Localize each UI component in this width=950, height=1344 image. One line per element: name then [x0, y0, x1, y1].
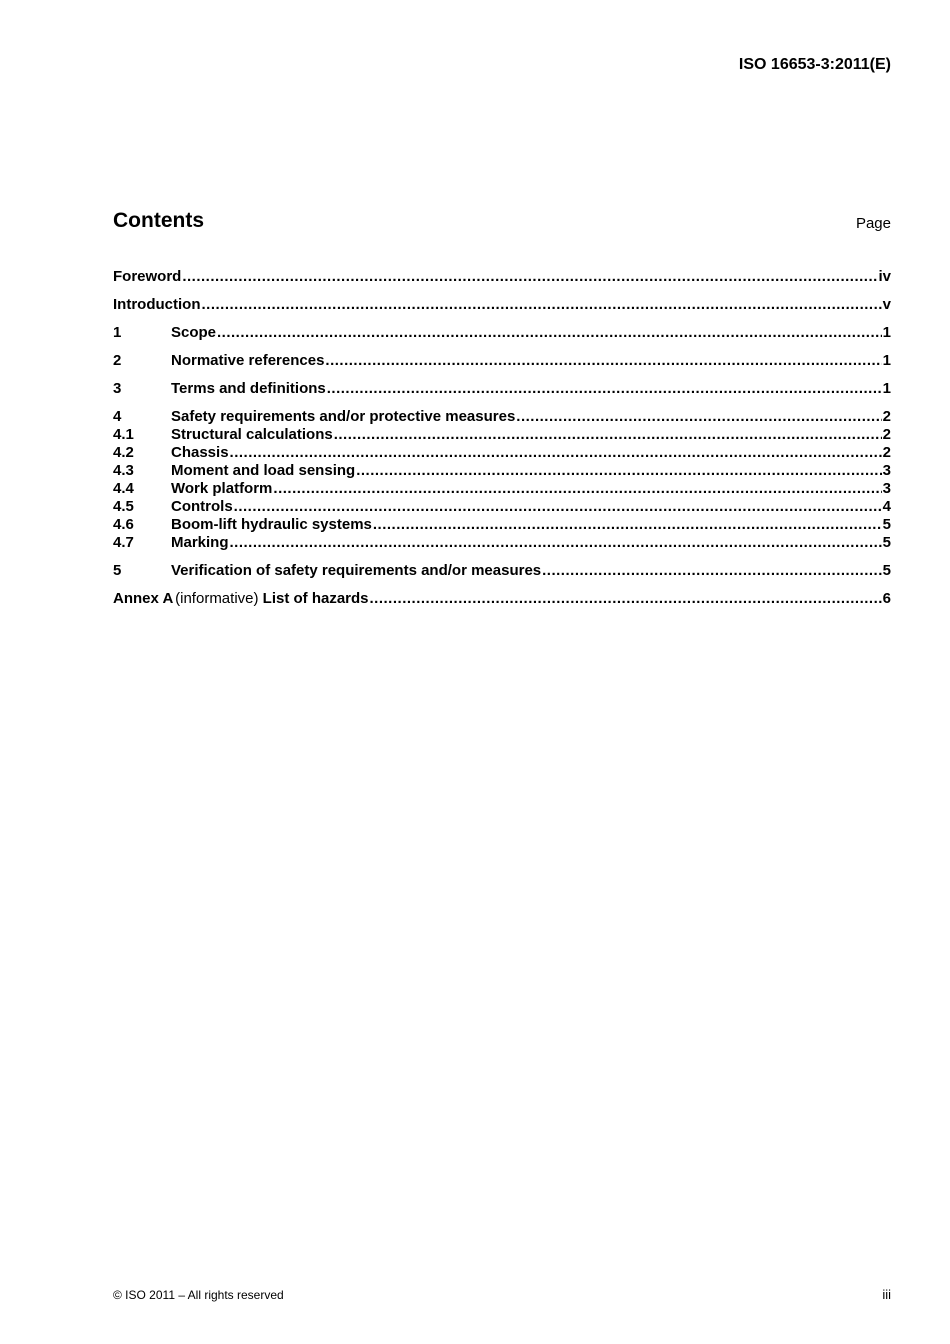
toc-entry-3[interactable] — [113, 380, 891, 398]
toc-entry-title: Marking — [171, 534, 229, 551]
toc-entry-page: 5 — [882, 516, 891, 533]
page-column-label: Page — [855, 215, 891, 232]
toc-entry-number: 4.2 — [113, 444, 134, 461]
toc-entry-4[interactable] — [113, 408, 891, 426]
toc-entry-number: 4.6 — [113, 516, 134, 533]
toc-entry-title: Verification of safety requirements and/or measures — [171, 562, 542, 579]
toc-entry-page: 1 — [882, 380, 891, 397]
toc-entry-number: 5 — [113, 562, 122, 579]
toc-entry-page: 6 — [882, 590, 891, 607]
toc-entry-1[interactable] — [113, 324, 891, 342]
toc-entry-page: 5 — [882, 534, 891, 551]
annex-type: (informative) — [175, 590, 259, 607]
toc-entry-title: Boom-lift hydraulic systems — [171, 516, 372, 533]
toc-entry-page: v — [882, 296, 891, 313]
toc-entry-title: Scope — [171, 324, 217, 341]
toc-leader — [325, 352, 881, 370]
toc-entry-title: Introduction — [113, 296, 201, 313]
toc-entry-4-4[interactable] — [113, 480, 891, 498]
toc-entry-number: 4.4 — [113, 480, 134, 497]
toc-entry-page: 3 — [882, 462, 891, 479]
toc-entry-page: 1 — [882, 324, 891, 341]
toc-leader — [201, 296, 881, 314]
toc-entry-page: 3 — [882, 480, 891, 497]
toc-entry-4-5[interactable] — [113, 498, 891, 516]
toc-leader — [217, 324, 882, 342]
toc-entry-number: 4.1 — [113, 426, 134, 443]
toc-entry-5[interactable] — [113, 562, 891, 580]
toc-entry-title: Structural calculations — [171, 426, 333, 443]
toc-entry-4-3[interactable] — [113, 462, 891, 480]
toc-entry-4-1[interactable] — [113, 426, 891, 444]
copyright-notice: © ISO 2011 – All rights reserved — [113, 1288, 284, 1302]
toc-leader — [370, 590, 882, 608]
annex-label: Annex A — [113, 590, 174, 607]
toc-leader — [334, 426, 882, 444]
toc-entry-4-7[interactable] — [113, 534, 891, 552]
toc-entry-annex-a[interactable] — [113, 590, 891, 608]
toc-leader — [273, 480, 881, 498]
toc-entry-page: 2 — [882, 444, 891, 461]
toc-leader — [230, 534, 882, 552]
toc-leader — [373, 516, 882, 534]
toc-entry-number: 2 — [113, 352, 122, 369]
toc-leader — [182, 268, 877, 286]
toc-entry-title: Controls — [171, 498, 233, 515]
toc-entry-page: 4 — [882, 498, 891, 515]
toc-entry-page: 5 — [882, 562, 891, 579]
toc-entry-title: Chassis — [171, 444, 229, 461]
toc-leader — [356, 462, 881, 480]
document-id: ISO 16653-3:2011(E) — [738, 56, 891, 73]
toc-leader — [542, 562, 882, 580]
toc-entry-number: 4 — [113, 408, 122, 425]
toc-leader — [327, 380, 882, 398]
table-of-contents — [113, 268, 891, 608]
toc-entry-number: 1 — [113, 324, 122, 341]
toc-entry-page: 1 — [882, 352, 891, 369]
toc-entry-number: 4.5 — [113, 498, 134, 515]
toc-entry-title: Safety requirements and/or protective measures — [171, 408, 516, 425]
toc-entry-page: iv — [878, 268, 891, 285]
toc-entry-number: 4.7 — [113, 534, 134, 551]
toc-leader — [234, 498, 882, 516]
toc-entry-4-2[interactable] — [113, 444, 891, 462]
toc-entry-introduction[interactable] — [113, 296, 891, 314]
toc-entry-2[interactable] — [113, 352, 891, 370]
toc-entry-title: Normative references — [171, 352, 325, 369]
annex-title: List of hazards — [262, 590, 369, 607]
toc-leader — [230, 444, 882, 462]
toc-leader — [516, 408, 881, 426]
toc-entry-4-6[interactable] — [113, 516, 891, 534]
toc-entry-page: 2 — [882, 408, 891, 425]
toc-entry-title: Moment and load sensing — [171, 462, 356, 479]
toc-entry-title: Foreword — [113, 268, 182, 285]
toc-entry-page: 2 — [882, 426, 891, 443]
page-number: iii — [882, 1287, 891, 1302]
toc-entry-title: Work platform — [171, 480, 273, 497]
toc-entry-number: 3 — [113, 380, 122, 397]
toc-entry-number: 4.3 — [113, 462, 134, 479]
toc-entry-foreword[interactable] — [113, 268, 891, 286]
contents-heading: Contents — [113, 209, 204, 232]
toc-entry-title: Terms and definitions — [171, 380, 326, 397]
